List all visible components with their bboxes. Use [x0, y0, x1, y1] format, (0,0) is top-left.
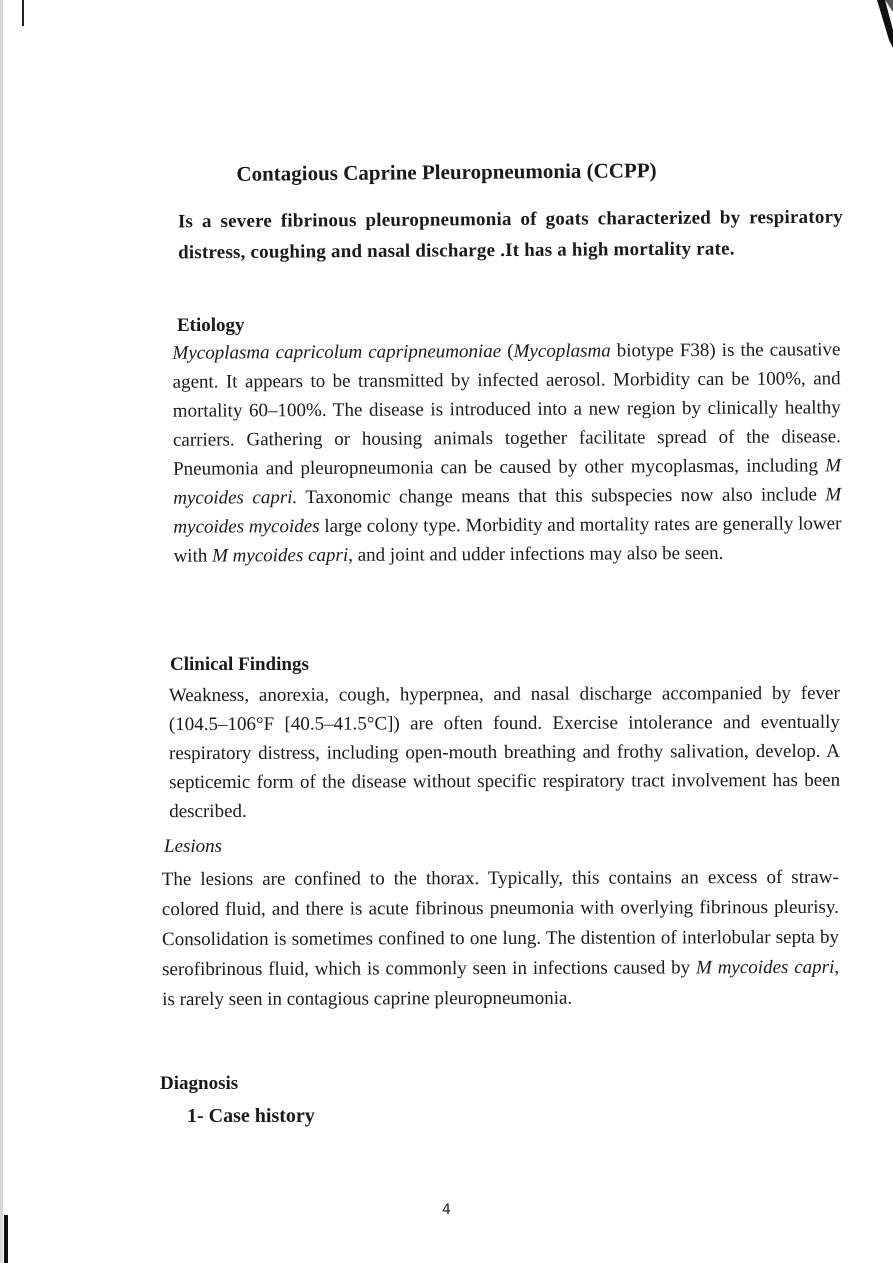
agent-name: Mycoplasma capricolum capripneumoniae [172, 341, 502, 364]
agent-genus: Mycoplasma [513, 340, 611, 362]
lesions-heading: Lesions [164, 836, 223, 857]
scan-left-edge [0, 0, 3, 1263]
scan-corner-mark-icon [833, 0, 893, 60]
scan-mark [22, 0, 24, 26]
intro-paragraph: Is a severe fibrinous pleuropneumonia of goats characterized by respiratory distress, coughing and nasal discharge .It has a high mortality rate. [177, 206, 843, 264]
clinical-findings-paragraph: Weakness, anorexia, cough, hyperpnea, and nasal discharge accompanied by fever (104.5–106°F [40.5–41.5°C]) are often found. Exercise intolerance and eventually respiratory distress, including open-mouth breathing and frothy salivation, develop. A septicemic form of the disease without specific respiratory tract involvement has been described. [168, 682, 841, 823]
clinical-findings-heading: Clinical Findings [170, 654, 309, 675]
page-number: 4 [442, 1202, 451, 1218]
species-name: M mycoides capri. [173, 455, 842, 509]
page-title: Contagious Caprine Pleuropneumonia (CCPP) [236, 158, 657, 186]
species-name: M mycoides capri [695, 956, 835, 979]
species-name: M mycoides capri [212, 544, 349, 567]
diagnosis-heading: Diagnosis [160, 1073, 239, 1094]
etiology-heading: Etiology [177, 315, 245, 336]
list-item: 1- Case history [187, 1105, 315, 1127]
lesions-paragraph: The lesions are confined to the thorax. Typically, this contains an excess of straw-colored fluid, and there is acute fibrinous pneumonia with overlying fibrinous pleurisy. Consolidation is sometimes confined to one lung. The distention of interlobular septa by serofibrinous fluid, which is commonly seen in infections caused by M mycoides capri, is rarely seen in contagious caprine pleuropneumonia. [161, 866, 840, 1011]
scan-mark [4, 1215, 8, 1263]
species-name: M mycoides mycoides [173, 484, 842, 538]
etiology-paragraph: Mycoplasma capricolum capripneumoniae (Mycoplasma biotype F38) is the causative agent. It appears to be transmitted by infected aerosol. Morbidity can be 100%, and mortality 60–100%. The disease is introduced into a new region by clinically healthy carriers. Gathering or housing animals together facilitate spread of the disease. Pneumonia and pleuropneumonia can be caused by other mycoplasmas, including M mycoides capri. Taxonomic change means that this subspecies now also include M mycoides mycoides large colony type. Morbidity and mortality rates are generally lower with M mycoides capri, and joint and udder infections may also be seen. [172, 339, 842, 567]
